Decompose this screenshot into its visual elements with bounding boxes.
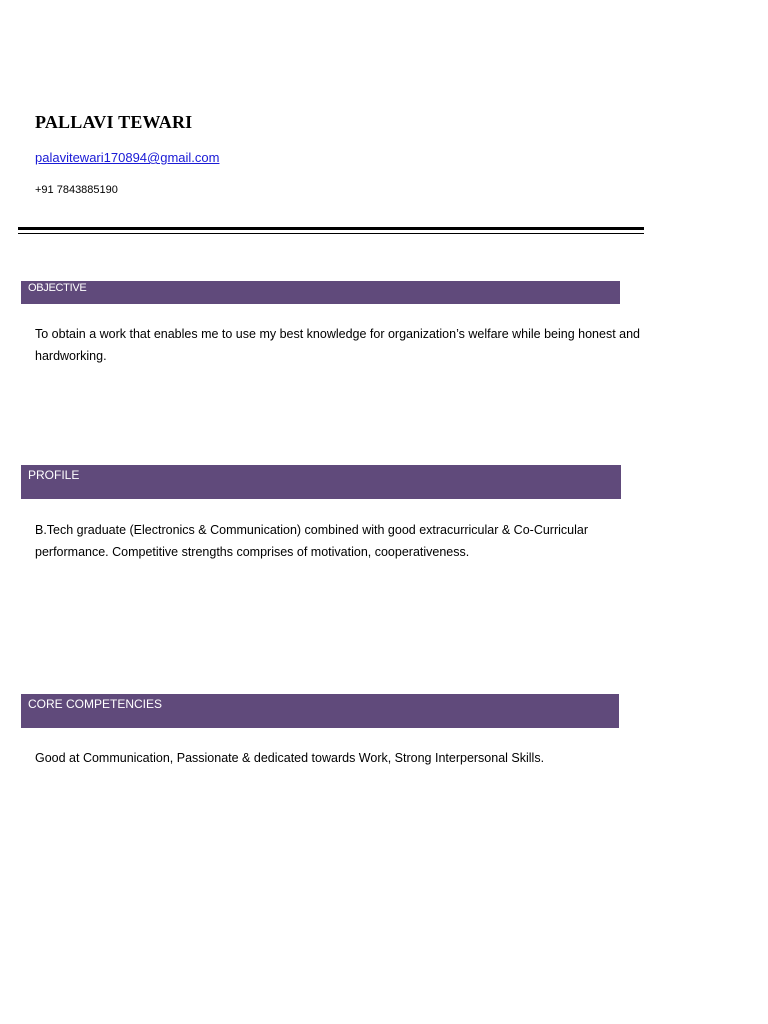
objective-section-header xyxy=(21,281,620,304)
email-link[interactable]: palavitewari170894@gmail.com xyxy=(35,150,220,165)
objective-text: To obtain a work that enables me to use my best knowledge for organization’s welfare while being honest and hardworking. xyxy=(35,327,640,363)
profile-section-header xyxy=(21,465,621,499)
candidate-name: PALLAVI TEWARI xyxy=(35,112,193,132)
core-competencies-title: CORE COMPETENCIES xyxy=(28,697,163,711)
objective-title: OBJECTIVE xyxy=(28,282,87,294)
profile-text: B.Tech graduate (Electronics & Communication) combined with good extracurricular & Co-Curricular performance. Competitive strengths comprises of motivation, cooperativeness. xyxy=(35,523,589,559)
core-competencies-section-header xyxy=(21,694,619,728)
phone-number: +91 7843885190 xyxy=(35,184,118,196)
profile-title: PROFILE xyxy=(28,468,80,482)
core-competencies-text: Good at Communication, Passionate & dedicated towards Work, Strong Interpersonal Skills. xyxy=(35,751,545,765)
header-divider xyxy=(18,227,644,234)
